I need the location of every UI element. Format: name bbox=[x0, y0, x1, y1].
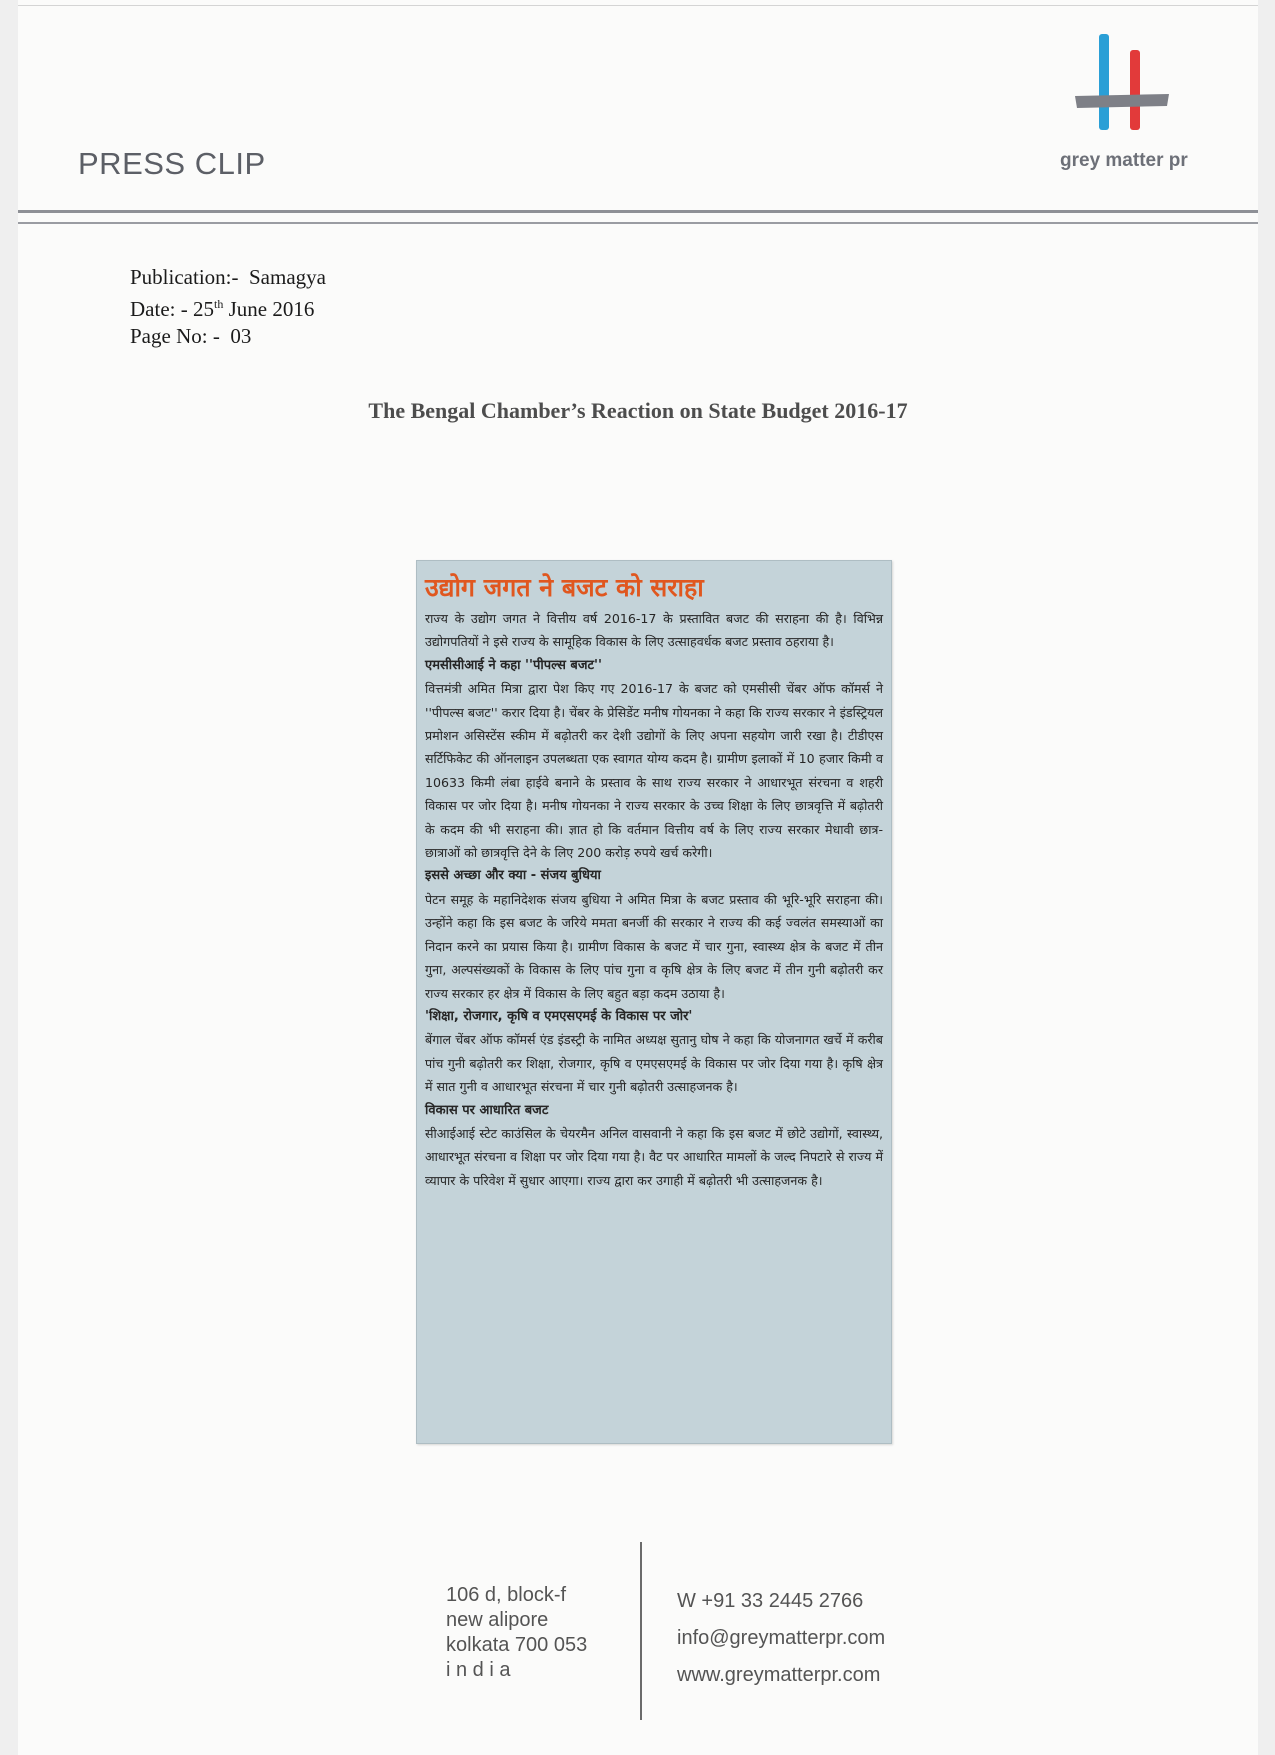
section-label: PRESS CLIP bbox=[78, 146, 266, 181]
footer-email[interactable]: info@greymatterpr.com bbox=[677, 1627, 886, 1649]
footer-contact bbox=[677, 1583, 885, 1694]
article-subheading: विकास पर आधारित बजट bbox=[425, 1102, 549, 1118]
page-label: Page No: - bbox=[130, 324, 220, 348]
article-subheading: 'शिक्षा, रोजगार, कृषि व एमएसएमई के विकास पर जोर' bbox=[425, 1008, 693, 1024]
article-subheading: एमसीसीआई ने कहा ''पीपल्स बजट'' bbox=[425, 657, 602, 673]
footer-phone: W +91 33 2445 2766 bbox=[677, 1590, 864, 1612]
article-title: उद्योग जगत ने बजट को सराहा bbox=[425, 573, 704, 602]
publication-meta bbox=[130, 264, 326, 350]
article-paragraph: वित्तमंत्री अमित मित्रा द्वारा पेश किए गए 2016-17 के बजट को एमसीसी चेंबर ऑफ कॉमर्स ने ''पीपल्स बजट'' करार दिया है। चेंबर के प्रेसिडेंट मनीष गोयनका ने कहा कि राज्य सरकार ने इंडस्ट्रियल प्रमोशन असिस्टेंस स्कीम में बढ़ोतरी कर देशी उद्योगों के लिए अपना सहयोग जारी रखा है। टीडीएस सर्टिफिकेट की ऑनलाइन उपलब्धता एक स्वागत योग्य कदम है। ग्रामीण इलाकों में 10 हजार किमी व 10633 किमी लंबा हाईवे बनाने के प्रस्ताव के साथ राज्य सरकार ने आधारभूत संरचना व शहरी विकास पर जोर दिया है। मनीष गोयनका ने राज्य सरकार के उच्च शिक्षा के लिए छात्रवृत्ति में बढ़ोतरी के कदम की भी सराहना की। ज्ञात हो कि वर्तमान वित्तीय वर्ष के लिए राज्य सरकार मेधावी छात्र-छात्राओं को छात्रवृत्ति देने के लिए 200 करोड़ रुपये खर्च करेगी। bbox=[425, 681, 883, 861]
publication-value: Samagya bbox=[249, 265, 326, 289]
date-suffix: th bbox=[213, 297, 224, 311]
date-label: Date: - bbox=[130, 297, 188, 321]
top-border-line bbox=[18, 5, 1258, 6]
article-paragraph: राज्य के उद्योग जगत ने वित्तीय वर्ष 2016-17 के प्रस्तावित बजट की सराहना की है। विभिन्न उद्योगपतियों ने इसे राज्य के सामूहिक विकास के लिए उत्साहवर्धक बजट प्रस्ताव ठहराया है। bbox=[425, 611, 883, 650]
date-rest: June 2016 bbox=[228, 297, 315, 321]
brand-name: grey matter pr bbox=[1060, 150, 1188, 171]
press-clip-page bbox=[18, 0, 1258, 1755]
grey-matter-logo-icon bbox=[1073, 34, 1185, 146]
article-body bbox=[425, 607, 883, 1192]
page-number: 03 bbox=[230, 324, 252, 348]
publication-line bbox=[130, 264, 326, 291]
date-day: 25 bbox=[192, 297, 214, 321]
footer-website[interactable]: www.greymatterpr.com bbox=[677, 1664, 881, 1686]
article-subheading: इससे अच्छा और क्या - संजय बुधिया bbox=[425, 868, 601, 884]
newspaper-clipping bbox=[416, 560, 892, 1444]
address-line: 106 d, block-f bbox=[446, 1584, 567, 1606]
address-line: i n d i a bbox=[446, 1659, 511, 1681]
address-line: kolkata 700 053 bbox=[446, 1634, 588, 1656]
page-line bbox=[130, 323, 326, 350]
footer-divider bbox=[640, 1542, 642, 1720]
article-paragraph: बेंगाल चेंबर ऑफ कॉमर्स एंड इंडस्ट्री के नामित अध्यक्ष सुतानु घोष ने कहा कि योजनागत खर्चे में करीब पांच गुनी बढ़ोतरी कर शिक्षा, रोजगार, कृषि व एमएसएमई के विकास पर जोर दिया गया है। कृषि क्षेत्र में सात गुनी व आधारभूत संरचना में चार गुनी बढ़ोतरी उत्साहजनक है। bbox=[425, 1032, 883, 1095]
address-line: new alipore bbox=[446, 1609, 549, 1631]
clip-headline: The Bengal Chamber’s Reaction on State Budget 2016-17 bbox=[368, 398, 908, 423]
header-rule bbox=[18, 210, 1258, 213]
article-paragraph: पेटन समूह के महानिदेशक संजय बुधिया ने अमित मित्रा के बजट प्रस्ताव की भूरि-भूरि सराहना की। उन्होंने कहा कि इस बजट के जरिये ममता बनर्जी की सरकार ने राज्य की कई ज्वलंत समस्याओं का निदान करने का प्रयास किया है। ग्रामीण विकास के बजट में चार गुना, स्वास्थ्य क्षेत्र के बजट में तीन गुना, अल्पसंख्यकों के विकास के लिए पांच गुना व कृषि क्षेत्र के लिए बजट में तीन गुनी बढ़ोतरी कर राज्य सरकार हर क्षेत्र में विकास के लिए बहुत बड़ा कदम उठाया है। bbox=[425, 891, 883, 1001]
date-line bbox=[130, 291, 326, 323]
footer-address bbox=[446, 1583, 587, 1683]
publication-label: Publication:- bbox=[130, 265, 239, 289]
article-paragraph: सीआईआई स्टेट काउंसिल के चेयरमैन अनिल वासवानी ने कहा कि इस बजट में छोटे उद्योगों, स्वास्थ्य, आधारभूत संरचना व शिक्षा पर जोर दिया गया है। वैट पर आधारित मामलों के जल्द निपटारे से राज्य में व्यापार के परिवेश में सुधार आएगा। राज्य द्वारा कर उगाही में बढ़ोतरी भी उत्साहजनक है। bbox=[425, 1125, 883, 1188]
header-rule-secondary bbox=[18, 222, 1258, 224]
